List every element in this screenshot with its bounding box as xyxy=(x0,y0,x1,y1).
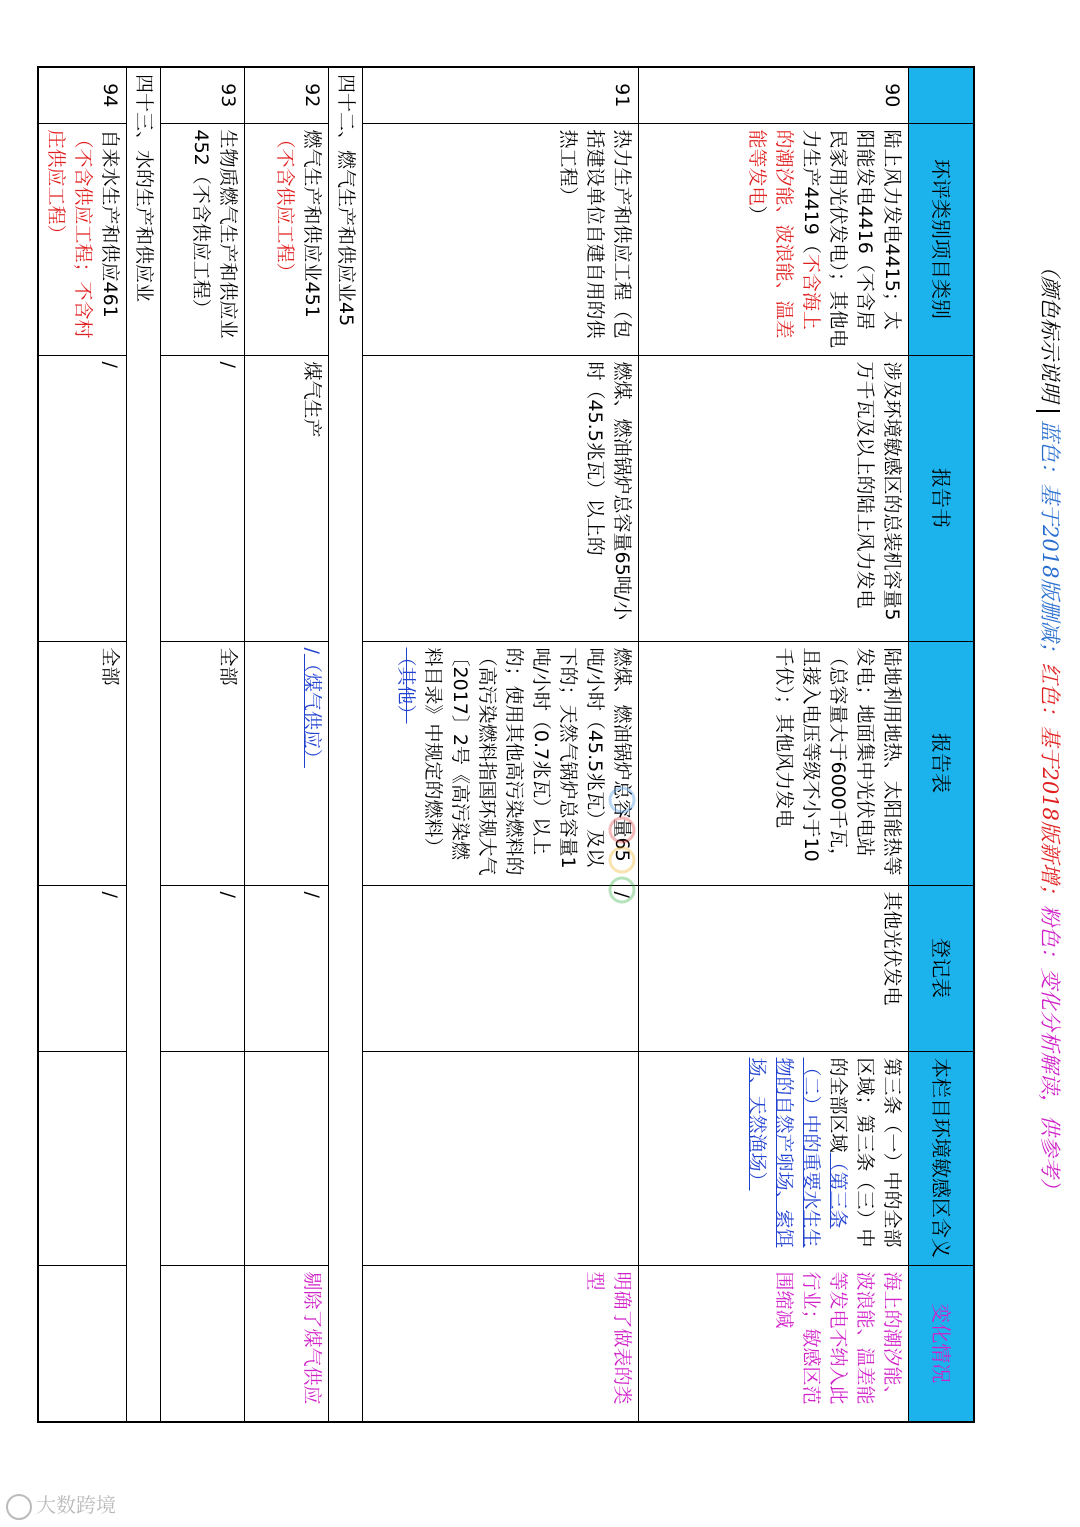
sensitive-removed-text: （第三条（二）中的重要水生生物的自然产卵场、索饵场、天然渔场） xyxy=(746,1057,849,1248)
header-row xyxy=(909,67,975,1422)
row-sensitive xyxy=(245,1051,329,1265)
row-sensitive xyxy=(363,1051,639,1265)
category-new-text: （不含供应工程） xyxy=(274,129,296,282)
table-row xyxy=(38,67,127,1422)
header-no xyxy=(909,67,975,123)
category-text: 燃气生产和供应业451 xyxy=(301,129,323,318)
row-report-book: 燃煤、燃油锅炉总容量65吨/小时（45.5兆瓦）以上的 xyxy=(363,355,639,641)
legend-divider xyxy=(1037,410,1061,412)
form-text: / xyxy=(301,647,323,654)
logo-text: 大数跨境 xyxy=(36,1493,116,1517)
color-legend xyxy=(1028,255,1072,1295)
header-report-form: 报告表 xyxy=(909,641,975,885)
row-report-book: / xyxy=(38,355,127,641)
category-text: 陆上风力发电4415；太阳能发电4416（不含居民家用光伏发电）；其他电力生产4419（ xyxy=(800,129,903,349)
form-text: 燃煤、燃油锅炉总容量65吨/小时（45.5兆瓦）及以下的；天然气锅炉总容量1吨/小时（0.7兆瓦）以上的；使用其他高污染燃料的（高污染燃料指国环规大气〔2017〕2号《高污染燃料目录》中规定的燃料） xyxy=(422,647,633,876)
row-report-form: 陆地利用地热、太阳能热等发电；地面集中光伏电站（总容量大于6000千瓦，且接入电压等级不小于10千伏）；其他风力发电 xyxy=(639,641,909,885)
row-registration: / xyxy=(161,885,245,1051)
row-category xyxy=(38,123,127,355)
row-registration: / xyxy=(245,885,329,1051)
category-new-text: （不含供应工程；不含村庄供应工程） xyxy=(45,129,94,339)
row-report-book: 煤气生产 xyxy=(245,355,329,641)
row-registration: / xyxy=(38,885,127,1051)
form-removed-text: （其他） xyxy=(395,647,417,724)
header-report-book: 报告书 xyxy=(909,355,975,641)
logo-icon xyxy=(6,1494,32,1520)
legend-blue: 蓝色：基于2018版删减； xyxy=(1038,420,1062,663)
row-change xyxy=(161,1265,245,1422)
sensitive-text: 第三条（一）中的全部区域；第三条（三）中的全部区域 xyxy=(827,1057,903,1248)
row-change xyxy=(38,1265,127,1422)
row-number: 92 xyxy=(245,67,329,123)
row-number: 93 xyxy=(161,67,245,123)
row-category: 热力生产和供应工程（包括建设单位自建自用的供热工程） xyxy=(363,123,639,355)
section-title: 四十三、水的生产和供应业 xyxy=(127,67,161,1422)
table-row xyxy=(639,67,909,1422)
header-category: 环评类别项目类别 xyxy=(909,123,975,355)
section-title: 四十二、燃气生产和供应业45 xyxy=(329,67,363,1422)
section-row-43 xyxy=(127,67,161,1422)
brand-logo xyxy=(6,1488,156,1522)
header-change: 变化情况 xyxy=(909,1265,975,1422)
header-sensitive: 本栏目环境敏感区含义 xyxy=(909,1051,975,1265)
category-end: ） xyxy=(746,205,768,225)
legend-title: （颜色标示说明 xyxy=(1038,255,1062,402)
row-sensitive xyxy=(161,1051,245,1265)
row-report-form: 全部 xyxy=(161,641,245,885)
legend-pink: 粉色：变化分析解读，供参考） xyxy=(1038,904,1062,1199)
table-row xyxy=(363,67,639,1422)
row-category xyxy=(639,123,909,355)
row-category: 生物质燃气生产和供应业452（不含供应工程） xyxy=(161,123,245,355)
legend-red: 红色：基于2018版新增； xyxy=(1038,662,1062,905)
row-registration: 其他光伏发电 xyxy=(639,885,909,1051)
row-change: 剔除了煤气供应 xyxy=(245,1265,329,1422)
section-row-42 xyxy=(329,67,363,1422)
category-new-text: 不含海上的潮汐能、波浪能、温差能等发电 xyxy=(746,129,822,339)
row-change: 海上的潮汐能、波浪能、温差能等发电不纳入此行业；敏感区范围缩减 xyxy=(639,1265,909,1422)
row-number: 90 xyxy=(639,67,909,123)
table-row xyxy=(245,67,329,1422)
header-registration: 登记表 xyxy=(909,885,975,1051)
row-number: 91 xyxy=(363,67,639,123)
row-sensitive xyxy=(38,1051,127,1265)
row-category xyxy=(245,123,329,355)
row-report-form: 全部 xyxy=(38,641,127,885)
row-report-form xyxy=(245,641,329,885)
row-change: 明确了做表的类型 xyxy=(363,1265,639,1422)
table-row xyxy=(161,67,245,1422)
row-report-book: / xyxy=(161,355,245,641)
row-report-form xyxy=(363,641,639,885)
row-report-book: 涉及环境敏感区的总装机容量5万千瓦及以上的陆上风力发电 xyxy=(639,355,909,641)
category-text: 自来水生产和供应461 xyxy=(99,129,121,318)
row-sensitive xyxy=(639,1051,909,1265)
row-number: 94 xyxy=(38,67,127,123)
row-registration: / xyxy=(363,885,639,1051)
form-removed-text: （煤气供应） xyxy=(301,653,323,768)
classification-table xyxy=(37,66,975,1423)
